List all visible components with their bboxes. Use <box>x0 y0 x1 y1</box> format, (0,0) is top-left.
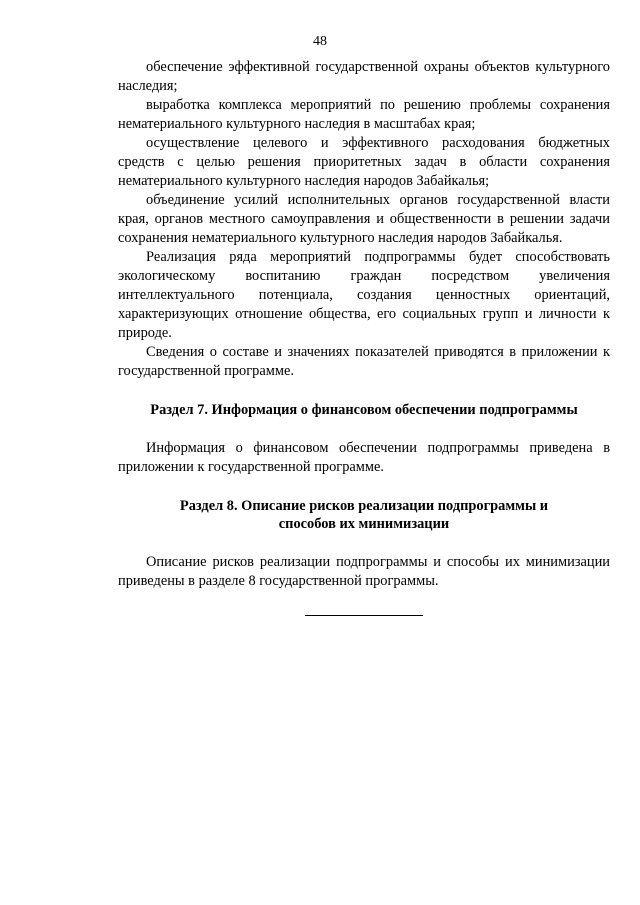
section8-heading <box>118 497 610 533</box>
section7-heading: Раздел 7. Информация о финансовом обеспечении подпрограммы <box>150 402 578 418</box>
section8-heading-line2: способов их минимизации <box>278 516 450 532</box>
paragraph-efforts: объединение усилий исполнительных органов государственной власти края, органов местного самоуправления и общественности в решении задачи сохранения нематериального культурного наследия народов Забайкалья. <box>118 192 610 246</box>
paragraph-indicators: Сведения о составе и значениях показателей приводятся в приложении к государственной программе. <box>118 344 610 379</box>
paragraph-protection: обеспечение эффективной государственной охраны объектов культурного наследия; <box>118 59 610 94</box>
page-number: 48 <box>313 34 327 49</box>
end-divider <box>305 615 423 616</box>
section8-text: Описание рисков реализации подпрограммы и способы их минимизации приведены в разделе 8 государственной программы. <box>118 554 610 589</box>
paragraph-ecology: Реализация ряда мероприятий подпрограммы будет способствовать экологическому воспитанию граждан посредством увеличения интеллектуального потенциала, создания ценностных ориентаций, характеризующих отношение общества, его социальных групп и личности к природе. <box>118 249 610 341</box>
document-body <box>118 58 610 616</box>
paragraph-measures: выработка комплекса мероприятий по решению проблемы сохранения нематериального культурного наследия в масштабах края; <box>118 97 610 132</box>
section7-text: Информация о финансовом обеспечении подпрограммы приведена в приложении к государственной программе. <box>118 440 610 475</box>
paragraph-budget: осуществление целевого и эффективного расходования бюджетных средств с целью решения приоритетных задач в области сохранения нематериального культурного наследия народов Забайкалья; <box>118 135 610 189</box>
section8-heading-line1: Раздел 8. Описание рисков реализации подпрограммы и <box>179 498 549 514</box>
